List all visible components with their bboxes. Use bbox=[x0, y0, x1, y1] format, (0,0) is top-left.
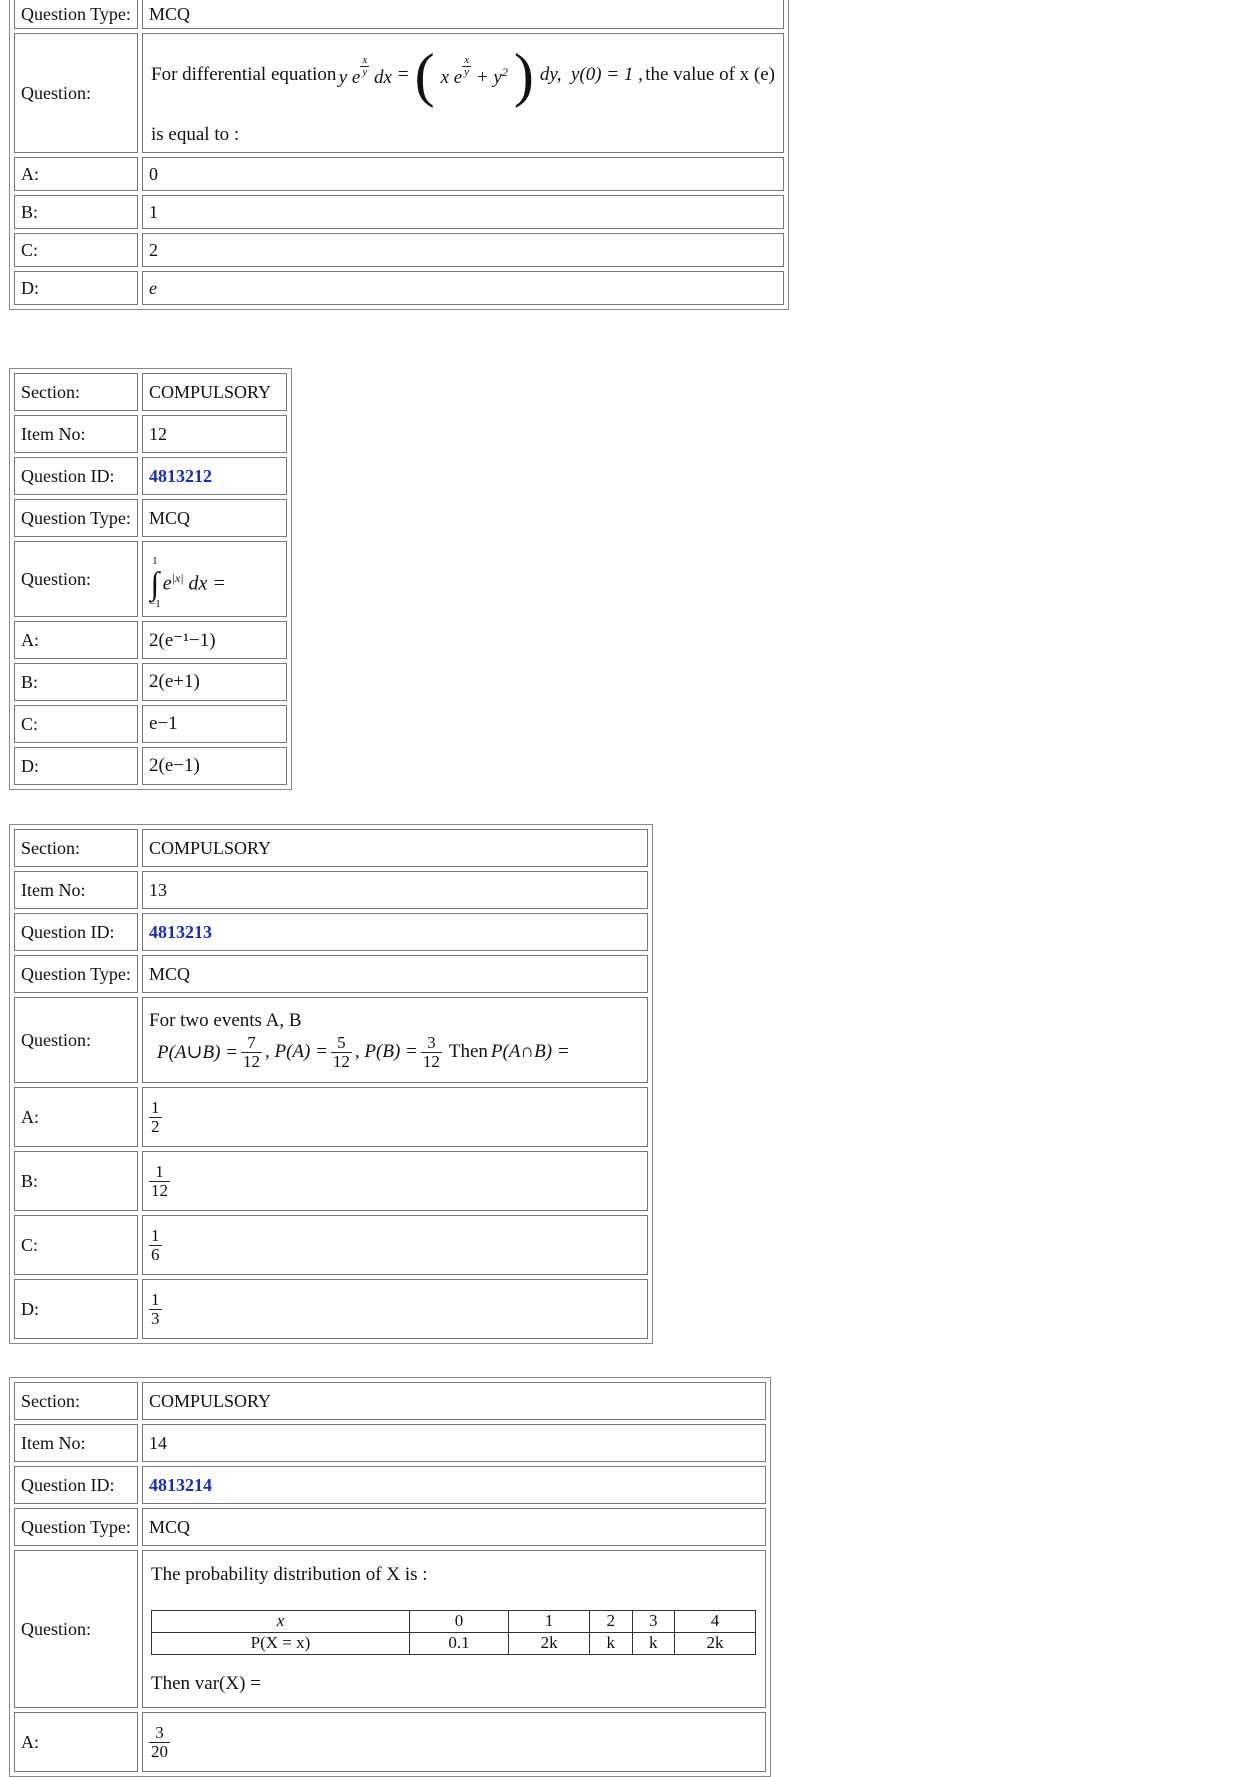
dist-cell: 1 bbox=[509, 1610, 590, 1632]
question-type-value: MCQ bbox=[142, 0, 784, 29]
section-value: COMPULSORY bbox=[142, 829, 648, 867]
question-body bbox=[142, 541, 287, 617]
question-label: Question: bbox=[14, 33, 138, 153]
question-id-value: 4813213 bbox=[142, 913, 648, 951]
option-b-value: 2(e+1) bbox=[142, 663, 287, 701]
option-d-value: 2(e−1) bbox=[142, 747, 287, 785]
option-a-value bbox=[142, 1087, 648, 1147]
question-text: For differential equation bbox=[151, 64, 337, 85]
option-b-label: B: bbox=[14, 663, 138, 701]
section-label: Section: bbox=[14, 1382, 138, 1420]
option-a-label: A: bbox=[14, 1087, 138, 1147]
fraction-denominator: 2 bbox=[151, 1116, 160, 1136]
dist-cell: P(X = x) bbox=[152, 1632, 410, 1654]
integral-expression: 1 ∫ −1 $e^{|x|}$ dx = bbox=[149, 555, 226, 610]
option-d-label: D: bbox=[14, 747, 138, 785]
item-no-label: Item No: bbox=[14, 415, 138, 453]
option-c-value bbox=[142, 1215, 648, 1275]
question-id-value: 4813212 bbox=[142, 457, 287, 495]
option-a-label: A: bbox=[14, 157, 138, 191]
dist-cell: 3 bbox=[632, 1610, 674, 1632]
question-body bbox=[142, 997, 648, 1083]
item-no-label: Item No: bbox=[14, 871, 138, 909]
question-label: Question: bbox=[14, 997, 138, 1083]
option-d-label: D: bbox=[14, 271, 138, 305]
option-a-value: 0 bbox=[142, 157, 784, 191]
question-type-label: Question Type: bbox=[14, 0, 138, 29]
question-label: Question: bbox=[14, 1550, 138, 1708]
distribution-header-row bbox=[152, 1610, 756, 1632]
fraction-numerator: 1 bbox=[149, 1163, 170, 1182]
dist-cell: k bbox=[632, 1632, 674, 1654]
item-no-value: 14 bbox=[142, 1424, 766, 1462]
p-union-fraction bbox=[241, 1034, 262, 1071]
question-equation: y e $^{\frac{x}{y}}$ dx = ( x e $^{\frac{x}{y}}$ + $y^2$ ) dy, y(0) = 1 , bbox=[338, 42, 643, 108]
option-a-value bbox=[142, 1712, 766, 1772]
fraction-denominator: 12 bbox=[242, 1051, 260, 1071]
item-no-value: 13 bbox=[142, 871, 648, 909]
fraction-denominator: 20 bbox=[151, 1741, 168, 1761]
p-a-fraction bbox=[331, 1034, 352, 1071]
section-label: Section: bbox=[14, 373, 138, 411]
section-value: COMPULSORY bbox=[142, 1382, 766, 1420]
option-c-label: C: bbox=[14, 705, 138, 743]
question-type-value: MCQ bbox=[142, 499, 287, 537]
question-text-2: the value of x (e) bbox=[645, 64, 775, 85]
distribution-value-row bbox=[152, 1632, 756, 1654]
option-a-label: A: bbox=[14, 621, 138, 659]
integral-lower-limit: −1 bbox=[149, 598, 161, 610]
fraction-denominator: 12 bbox=[422, 1051, 440, 1071]
fraction-denominator: 12 bbox=[151, 1180, 168, 1200]
section-label: Section: bbox=[14, 829, 138, 867]
dist-cell: 2k bbox=[675, 1632, 756, 1654]
dist-cell: 4 bbox=[675, 1610, 756, 1632]
option-b-label: B: bbox=[14, 195, 138, 229]
option-c-label: C: bbox=[14, 233, 138, 267]
fraction-numerator: 3 bbox=[149, 1724, 170, 1743]
p-intersection-label: P(A∩B) = bbox=[490, 1041, 570, 1062]
question-table-13 bbox=[9, 824, 653, 1344]
option-c-value: e−1 bbox=[142, 705, 287, 743]
option-a-label: A: bbox=[14, 1712, 138, 1772]
p-union-label: P(A∪B) = bbox=[157, 1041, 238, 1063]
dist-cell: 2k bbox=[509, 1632, 590, 1654]
fraction-numerator: 1 bbox=[151, 1225, 160, 1245]
dist-cell: 0 bbox=[409, 1610, 508, 1632]
p-b-label: , P(B) = bbox=[354, 1041, 418, 1062]
question-text-3: is equal to : bbox=[151, 124, 240, 145]
dist-cell: 2 bbox=[590, 1610, 632, 1632]
option-b-value: 1 bbox=[142, 195, 784, 229]
question-id-label: Question ID: bbox=[14, 913, 138, 951]
integral-upper-limit: 1 bbox=[152, 555, 158, 567]
p-a-label: , P(A) = bbox=[264, 1041, 328, 1062]
question-id-value: 4813214 bbox=[142, 1466, 766, 1504]
integral-sign: ∫ bbox=[150, 565, 160, 601]
dist-cell: k bbox=[590, 1632, 632, 1654]
p-b-fraction bbox=[421, 1034, 442, 1071]
fraction-numerator: 1 bbox=[151, 1097, 160, 1117]
option-d-value bbox=[142, 1279, 648, 1339]
question-id-label: Question ID: bbox=[14, 1466, 138, 1504]
question-table-12 bbox=[9, 368, 292, 790]
question-table-11 bbox=[9, 0, 789, 310]
fraction-numerator: 7 bbox=[241, 1034, 262, 1053]
probability-expression bbox=[149, 1034, 641, 1071]
fraction-denominator: 6 bbox=[151, 1244, 160, 1264]
option-a-value: 2(e⁻¹−1) bbox=[142, 621, 287, 659]
option-b-label: B: bbox=[14, 1151, 138, 1211]
question-id-label: Question ID: bbox=[14, 457, 138, 495]
fraction-numerator: 5 bbox=[331, 1034, 352, 1053]
option-c-value: 2 bbox=[142, 233, 784, 267]
dist-cell: 0.1 bbox=[409, 1632, 508, 1654]
question-text-2: Then var(X) = bbox=[151, 1672, 261, 1694]
distribution-table bbox=[151, 1610, 756, 1655]
fraction-numerator: 3 bbox=[421, 1034, 442, 1053]
section-value: COMPULSORY bbox=[142, 373, 287, 411]
option-d-label: D: bbox=[14, 1279, 138, 1339]
fraction-denominator: 12 bbox=[332, 1051, 350, 1071]
question-table-14 bbox=[9, 1377, 771, 1777]
then-text: Then bbox=[448, 1041, 488, 1062]
question-text: The probability distribution of X is : bbox=[151, 1563, 428, 1585]
question-type-value: MCQ bbox=[142, 955, 648, 993]
item-no-value: 12 bbox=[142, 415, 287, 453]
dist-cell: x bbox=[152, 1610, 410, 1632]
question-body bbox=[142, 1550, 766, 1708]
option-d-value: e bbox=[142, 271, 784, 305]
question-body bbox=[142, 33, 784, 153]
question-type-value: MCQ bbox=[142, 1508, 766, 1546]
question-label: Question: bbox=[14, 541, 138, 617]
item-no-label: Item No: bbox=[14, 1424, 138, 1462]
option-b-value bbox=[142, 1151, 648, 1211]
question-type-label: Question Type: bbox=[14, 1508, 138, 1546]
question-type-label: Question Type: bbox=[14, 499, 138, 537]
question-text: For two events A, B bbox=[149, 1009, 302, 1031]
fraction-numerator: 1 bbox=[151, 1289, 160, 1309]
question-type-label: Question Type: bbox=[14, 955, 138, 993]
fraction-denominator: 3 bbox=[151, 1308, 160, 1328]
option-c-label: C: bbox=[14, 1215, 138, 1275]
